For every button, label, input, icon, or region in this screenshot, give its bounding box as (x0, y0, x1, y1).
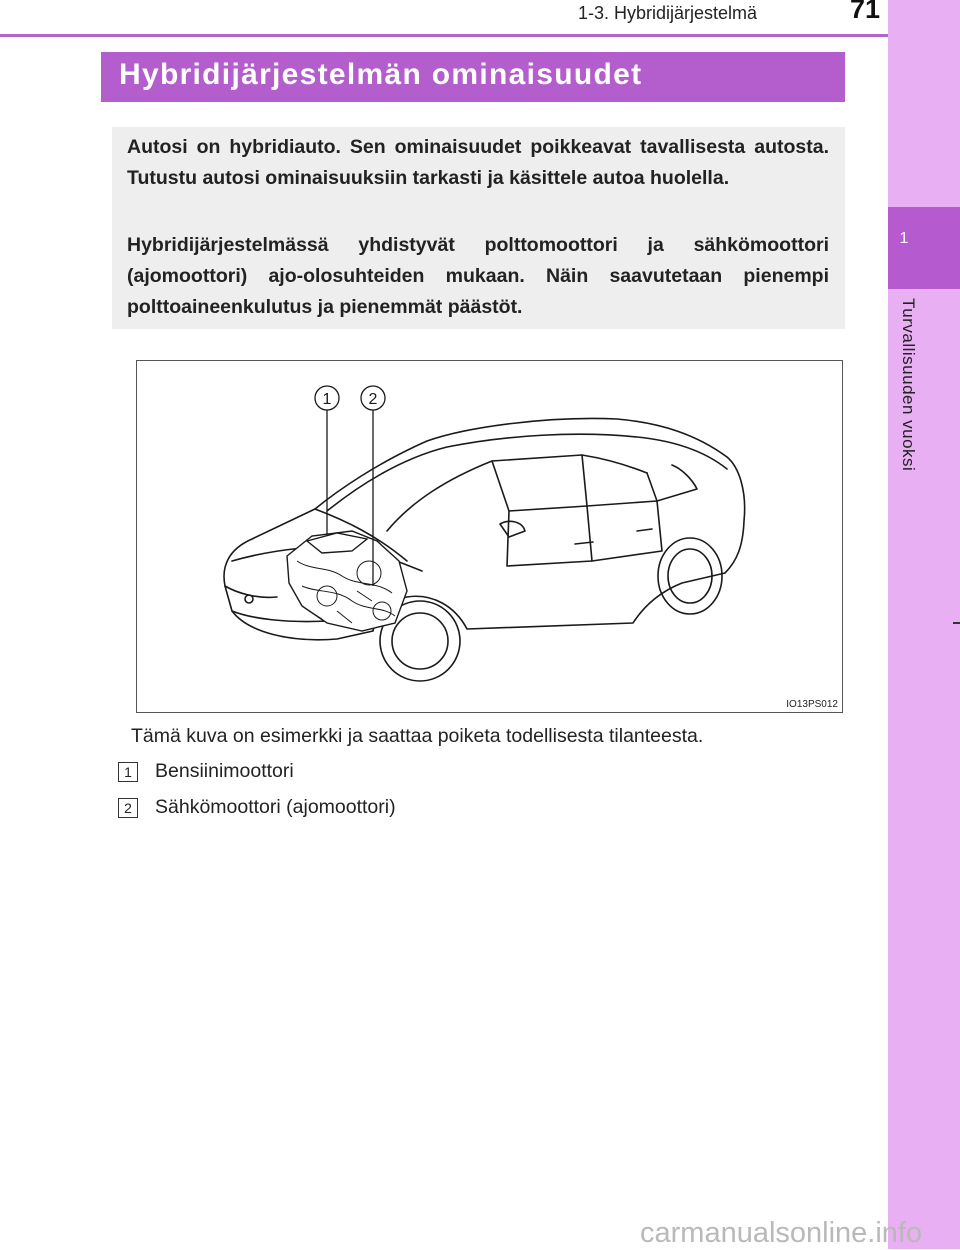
section-title-bar (101, 52, 845, 102)
legend-number: 1 (118, 762, 138, 782)
legend-text: Bensiinimoottori (155, 760, 294, 782)
chapter-number: 1 (899, 230, 909, 247)
side-tick-mark (953, 622, 960, 624)
car-illustration (136, 360, 843, 713)
intro-paragraph: Hybridijärjestelmässä yhdistyvät polttomoottori ja sähkömoottori (ajomoottori) ajo-olosuhteiden mukaan. Näin saavutetaan pienempi polttoaineenkulutus ja pienemmät päästöt. (127, 234, 829, 318)
intro-paragraph: Autosi on hybridiauto. Sen ominaisuudet poikkeavat tavallisesta autosta. Tutustu autosi ominaisuuksiin tarkasti ja käsittele autoa huolella. (127, 136, 829, 189)
side-strip (888, 0, 960, 1249)
callout-1: 1 (322, 391, 332, 408)
section-title: Hybridijärjestelmän ominaisuudet (119, 58, 643, 91)
figure-code: IO13PS012 (786, 699, 838, 710)
callout-2: 2 (368, 391, 378, 408)
header-section-title: 1-3. Hybridijärjestelmä (578, 3, 758, 23)
watermark: carmanualsonline.info (640, 1217, 923, 1249)
hybrid-car-drawing (137, 361, 841, 711)
legend-text: Sähkömoottori (ajomoottori) (155, 796, 396, 818)
legend-number: 2 (118, 798, 138, 818)
chapter-title: Turvallisuuden vuoksi (899, 298, 918, 472)
figure-caption: Tämä kuva on esimerkki ja saattaa poiketa todellisesta tilanteesta. (131, 725, 704, 747)
page-number: 71 (849, 0, 880, 24)
intro-box (112, 127, 845, 329)
chapter-tab[interactable] (888, 207, 960, 289)
header-rule (0, 34, 888, 37)
